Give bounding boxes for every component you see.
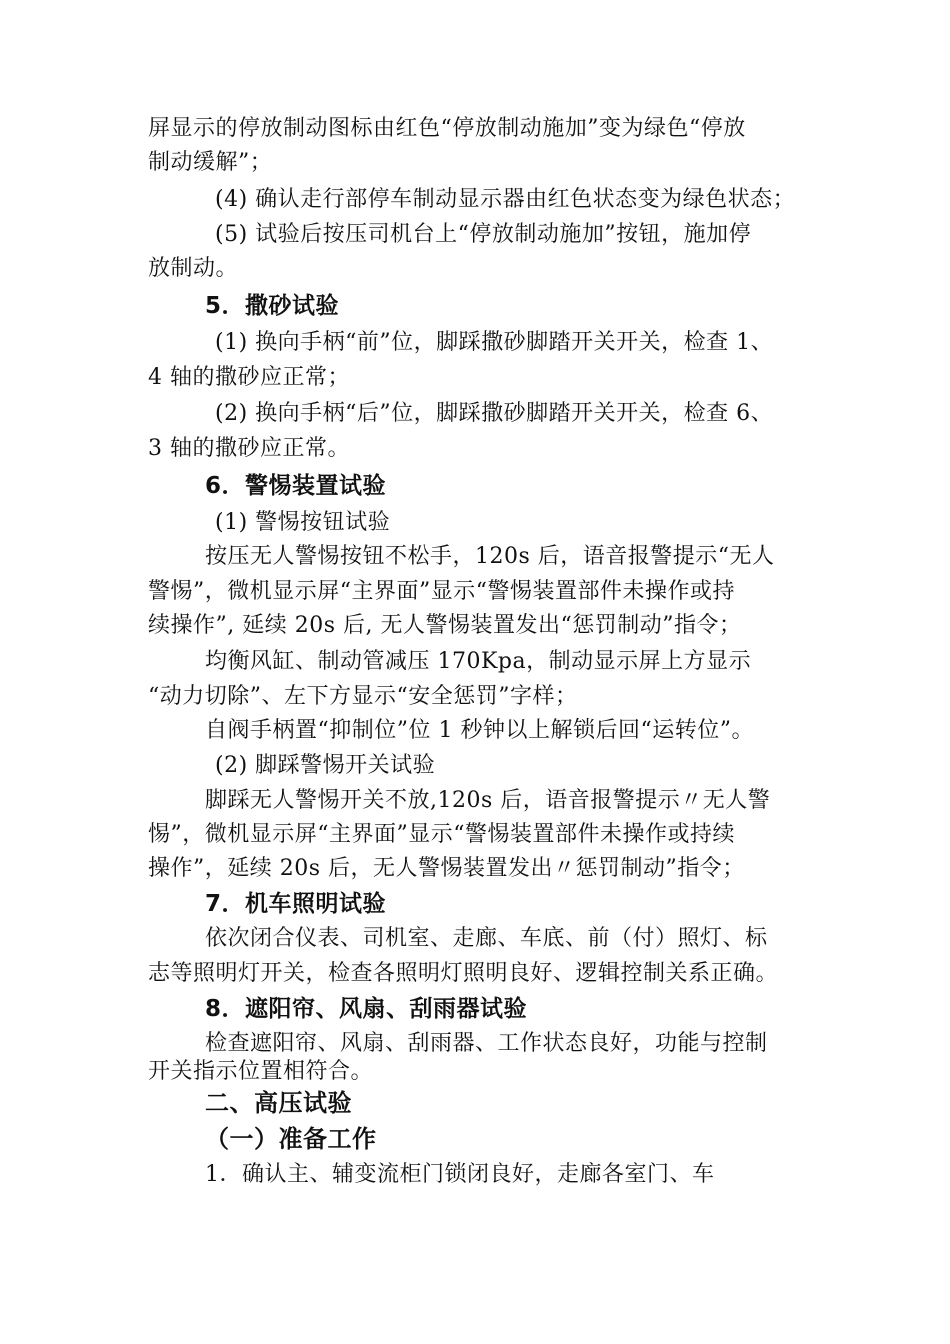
paragraph-line: 制动缓解”； <box>148 150 273 175</box>
paragraph-line: “动力切除”、左下方显示“安全惩罚”字样； <box>148 684 578 709</box>
section-heading: 7．机车照明试验 <box>205 891 387 917</box>
paragraph-line: 按压无人警惕按钮不松手，120s 后，语音报警提示“无人 <box>205 544 775 569</box>
list-item-line: (4) 确认走行部停车制动显示器由红色状态变为绿色状态； <box>215 187 796 212</box>
paragraph-line: 开关指示位置相符合。 <box>148 1059 374 1084</box>
subsection-heading: (1) 警惕按钮试验 <box>215 510 391 535</box>
section-heading: 8．遮阳帘、风扇、刮雨器试验 <box>205 996 528 1022</box>
paragraph-line: 屏显示的停放制动图标由红色“停放制动施加”变为绿色“停放 <box>148 116 746 141</box>
section-heading: 6．警惕装置试验 <box>205 473 387 499</box>
section-heading: 5．撒砂试验 <box>205 293 340 319</box>
paragraph-line: 惕”，微机显示屏“主界面”显示“警惕装置部件未操作或持续 <box>148 822 735 847</box>
list-item-line: (2) 换向手柄“后”位，脚踩撒砂脚踏开关开关，检查 6、 <box>215 401 774 426</box>
paragraph-line: 自阀手柄置“抑制位”位 1 秒钟以上解锁后回“运转位”。 <box>205 718 754 743</box>
chapter-heading: 二、高压试验 <box>205 1089 352 1117</box>
subchapter-heading: （一）准备工作 <box>205 1125 377 1153</box>
paragraph-line: 4 轴的撒砂应正常； <box>148 365 350 390</box>
paragraph-line: 警惕”，微机显示屏“主界面”显示“警惕装置部件未操作或持 <box>148 579 735 604</box>
paragraph-line: 操作”，延续 20s 后，无人警惕装置发出〃惩罚制动”指令； <box>148 856 745 881</box>
paragraph-line: 依次闭合仪表、司机室、走廊、车底、前（付）照灯、标 <box>205 926 768 951</box>
paragraph-line: 1．确认主、辅变流柜门锁闭良好，走廊各室门、车 <box>205 1162 715 1187</box>
list-item-line: (1) 换向手柄“前”位，脚踩撒砂脚踏开关开关，检查 1、 <box>215 330 774 355</box>
paragraph-line: 3 轴的撒砂应正常。 <box>148 436 350 461</box>
paragraph-line: 续操作”, 延续 20s 后, 无人警惕装置发出“惩罚制动”指令； <box>148 613 742 638</box>
paragraph-line: 志等照明灯开关，检查各照明灯照明良好、逻辑控制关系正确。 <box>148 961 779 986</box>
paragraph-line: 均衡风缸、制动管减压 170Kpa，制动显示屏上方显示 <box>205 649 752 674</box>
subsection-heading: (2) 脚踩警惕开关试验 <box>215 753 436 778</box>
paragraph-line: 脚踩无人警惕开关不放,120s 后，语音报警提示〃无人警 <box>205 788 771 813</box>
paragraph-line: 检查遮阳帘、风扇、刮雨器、工作状态良好，功能与控制 <box>205 1031 768 1056</box>
paragraph-line: 放制动。 <box>148 256 239 281</box>
list-item-line: (5) 试验后按压司机台上“停放制动施加”按钮，施加停 <box>215 222 752 247</box>
